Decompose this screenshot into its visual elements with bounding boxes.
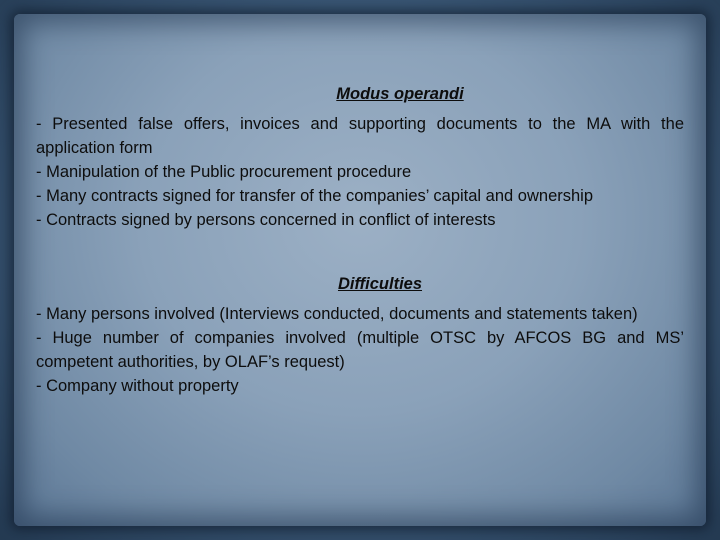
slide-content bbox=[36, 82, 684, 398]
list-item: - Company without property bbox=[36, 377, 239, 395]
difficulties-heading: Difficulties bbox=[337, 275, 423, 293]
list-item: - Huge number of companies involved (multiple OTSC by AFCOS BG and MS’ competent authorities, by OLAF’s request) bbox=[36, 329, 684, 371]
list-item: - Contracts signed by persons concerned in conflict of interests bbox=[36, 211, 496, 229]
modus-operandi-list bbox=[36, 112, 684, 232]
difficulties-list bbox=[36, 302, 684, 398]
list-item: - Many contracts signed for transfer of the companies’ capital and ownership bbox=[36, 187, 594, 205]
list-item: - Many persons involved (Interviews conducted, documents and statements taken) bbox=[36, 305, 638, 323]
list-item: - Presented false offers, invoices and supporting documents to the MA with the application form bbox=[36, 115, 684, 157]
list-item: - Manipulation of the Public procurement procedure bbox=[36, 163, 412, 181]
modus-operandi-heading: Modus operandi bbox=[336, 85, 464, 103]
